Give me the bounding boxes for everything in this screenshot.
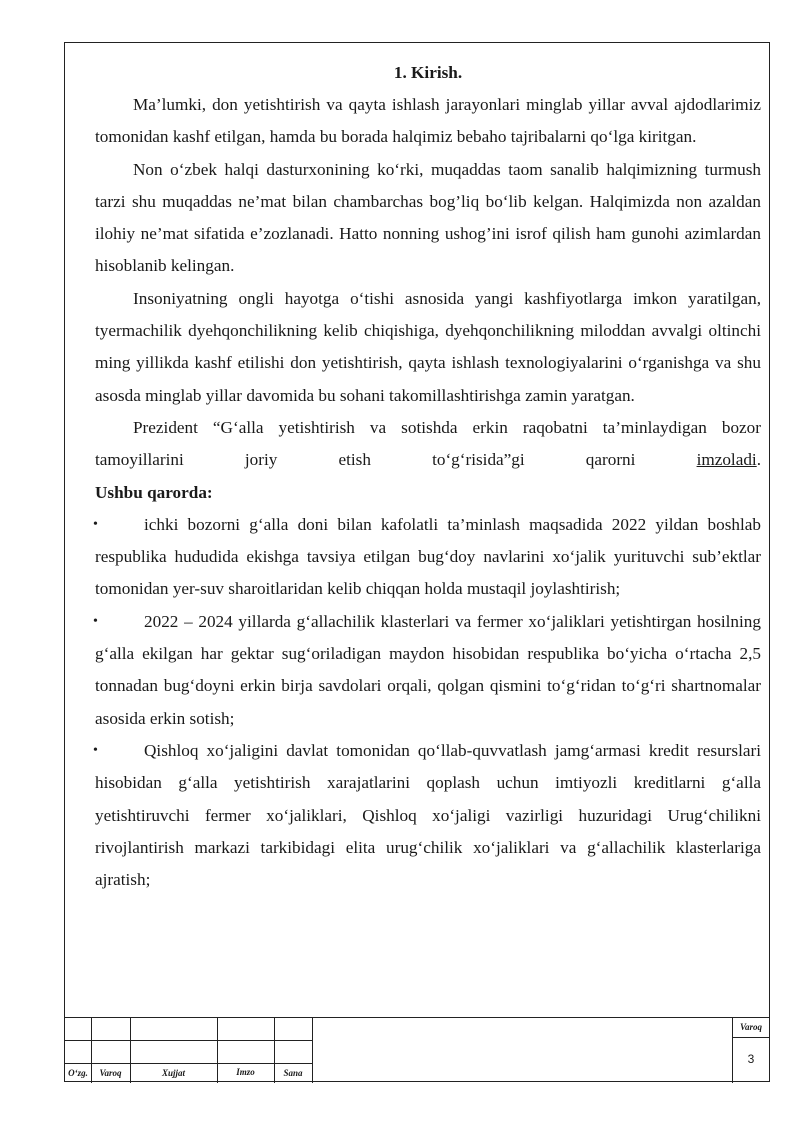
stamp-label-varoq: Varoq	[99, 1068, 122, 1078]
title-block-stamp	[64, 1017, 770, 1082]
list-item	[95, 509, 761, 606]
decree-link[interactable]: imzoladi	[696, 450, 757, 470]
page-number: 3	[747, 1052, 755, 1066]
stamp-row-line	[64, 1040, 312, 1041]
stamp-label-ozg: O‘zg.	[68, 1068, 88, 1078]
stamp-label-sana: Sana	[283, 1068, 303, 1078]
decree-paragraph	[95, 412, 761, 477]
bullet-icon: •	[93, 742, 98, 758]
bullet-icon: •	[93, 516, 98, 532]
list-item	[95, 606, 761, 735]
paragraph: Non o‘zbek halqi dasturxonining ko‘rki, muqaddas taom sanalib halqimizning turmush tarzi shu muqaddas ne’mat bilan chambarchas bog’liq bo‘lib kelgan. Halqimizda non azaldan ilohiy ne’mat sifatida e’zozlanadi. Hatto nonning ushog’ini isrof qilish ham gunohi azimlardan hisoblanib kelingan.	[95, 159, 761, 276]
list-item-text: Qishloq xo‘jaligini davlat tomonidan qo‘llab-quvvatlash jamg‘armasi kredit resurslari hisobidan g‘alla yetishtirish xarajatlarini qoplash uchun imtiyozli kreditlarni g‘alla yetishtiruvchi fermer xo‘jaliklari, Qishloq xo‘jaligi vazirligi huzuridagi Urug‘chilikni rivojlantirish markazi tarkibidagi elita urug‘chilik xo‘jaliklari va g‘allachilik klasterlariga ajratish;	[95, 740, 761, 890]
list-item-text: 2022 – 2024 yillarda g‘allachilik klasterlari va fermer xo‘jaliklari yetishtirgan hosilning g‘alla ekilgan har gektar sug‘oriladigan maydon hisobidan respublika bo‘yicha o‘rtacha 2,5 tonnadan bug‘doyni erkin birja savdolari orqali, qolgan qismini to‘g‘ridan to‘g‘ri shartnomalar asosida erkin sotish;	[95, 611, 761, 728]
paragraph: Ma’lumki, don yetishtirish va qayta ishlash jarayonlari minglab yillar avval ajdodlarimiz tomonidan kashf etilgan, hamda bu borada halqimiz bebaho tajribalarni qo‘lga kiritgan.	[95, 95, 761, 147]
bullet-icon: •	[93, 613, 98, 629]
document-body	[95, 60, 761, 896]
paragraph: Insoniyatning ongli hayotga o‘tishi asnosida yangi kashfiyotlarga imkon yaratilgan, tyermachilik dyehqonchilikning kelib chiqishiga, dyehqonchilikning miloddan avvalgi oltinchi ming yillikda kashf etilishi don yetishtirish, qayta ishlash texnologiyalarini o‘rganishga va shu asosda minglab yillar davomida bu sohani takomillashtirishga zamin yaratgan.	[95, 288, 761, 405]
list-item-text: ichki bozorni g‘alla doni bilan kafolatli ta’minlash maqsadida 2022 yildan boshlab respublika hududida ekishga tavsiya etilgan bug‘doy navlarini xo‘jalik yurituvchi sub’ektlar tomonidan yer-suv sharoitlaridan kelib chiqqan holda mustaqil joylashtirish;	[95, 514, 761, 599]
decree-end: .	[756, 450, 761, 470]
subheading: Ushbu qarorda:	[95, 482, 213, 502]
stamp-sheet-label: Varoq	[739, 1022, 762, 1032]
decree-text: Prezident “G‘alla yetishtirish va sotishda erkin raqobatni ta’minlaydigan bozor tamoyillarini joriy etish to‘g‘risida”gi qarorni	[95, 417, 761, 470]
stamp-row-line	[64, 1063, 312, 1064]
stamp-label-xujjat: Xujjat	[161, 1068, 185, 1078]
stamp-row-line	[732, 1037, 770, 1038]
stamp-divider	[312, 1018, 313, 1083]
list-item	[95, 735, 761, 896]
section-heading: 1. Kirish.	[393, 63, 463, 82]
stamp-label-imzo: Imzo	[236, 1067, 255, 1077]
